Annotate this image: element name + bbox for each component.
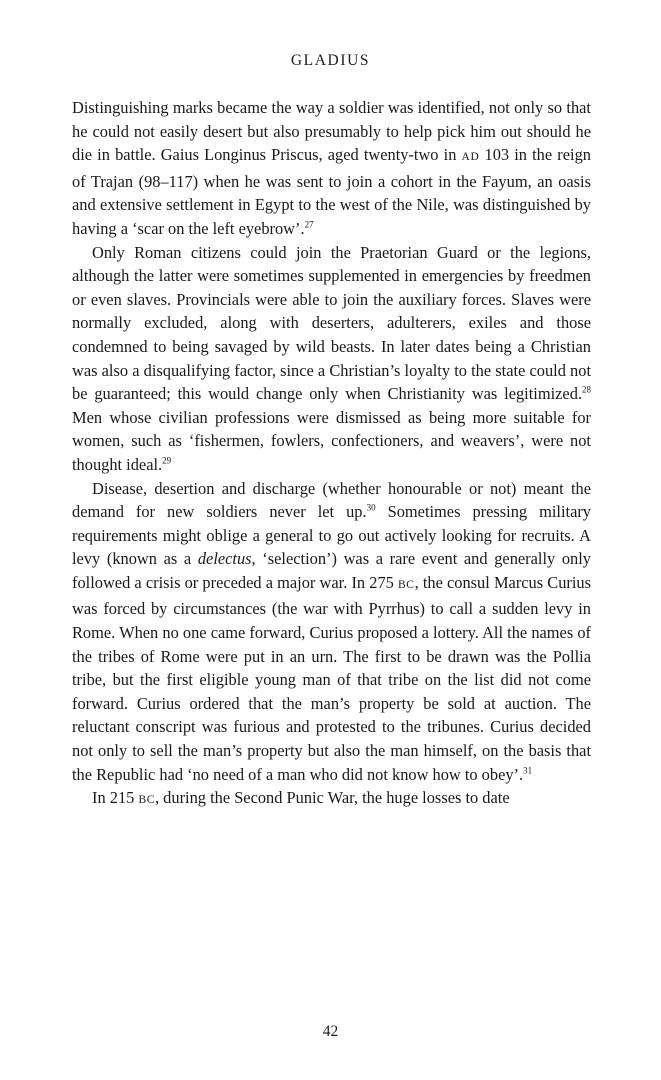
running-head: GLADIUS (290, 52, 371, 69)
era-abbreviation: BC (398, 578, 415, 591)
footnote-marker: 27 (304, 219, 314, 230)
footnote-marker: 28 (582, 384, 591, 395)
paragraph: Disease, desertion and discharge (whether honourable or not) meant the demand for new soldiers never let up.$^{30}$ Sometimes pressing military requirements might oblige a general to go out actively looking for recruits. A levy (known as a delectus, ‘selection’) was a rare event and generally only followed a crisis or preceded a major war. In 275 BC, the consul Marcus Curius was forced by circumstances (the war with Pyrrhus) to call a sudden levy in Rome. When no one came forward, Curius proposed a lottery. All the names of the tribes of Rome were put in an urn. The first to be drawn was the Pollia tribe, but the first eligible young man of that tribe on the list did not come forward. Curius ordered that the man’s property be sold at auction. The reluctant conscript was furious and protested to the tribunes. Curius decided not only to sell the man’s property but also the man himself, on the basis that the Republic had ‘no need of a man who did not know how to obey’.$^{31}$ (72, 478, 591, 784)
era-abbreviation: AD (461, 151, 480, 164)
footnote-marker: 29 (162, 455, 172, 466)
footnote-marker: 30 (366, 502, 376, 513)
body-text (72, 96, 591, 813)
paragraph: In 215 BC, during the Second Punic War, the huge losses to date (92, 788, 510, 808)
era-abbreviation: BC (138, 794, 155, 807)
footnote-marker: 31 (523, 765, 533, 776)
latin-term: delectus (197, 549, 252, 569)
paragraph: Only Roman citizens could join the Praetorian Guard or the legions, although the latter were sometimes supplemented in emergencies by freedmen or even slaves. Provincials were able to join the auxiliary forces. Slaves were normally excluded, along with deserters, adulterers, exiles and those condemned to being savaged by wild beasts. In later dates being a Christian was also a disqualifying factor, since a Christian’s loyalty to the state could not be guaranteed; this would change only when Christianity was legitimized.$^{28}$ Men whose civilian professions were dismissed as being more suitable for women, such as ‘fishermen, fowlers, confectioners, and weavers’, were not thought ideal.$^{29}$ (72, 242, 591, 474)
paragraph: Distinguishing marks became the way a soldier was identified, not only so that he could not easily desert but also presumably to help pick him out should he die in battle. Gaius Longinus Priscus, aged twenty-two in AD 103 in the reign of Trajan (98–117) when he was sent to join a cohort in the Fayum, an oasis and extensive settlement in Egypt to the west of the Nile, was distinguished by having a ‘scar on the left eyebrow’.$^{27}$ (72, 98, 591, 238)
page-number: 42 (322, 1023, 339, 1040)
